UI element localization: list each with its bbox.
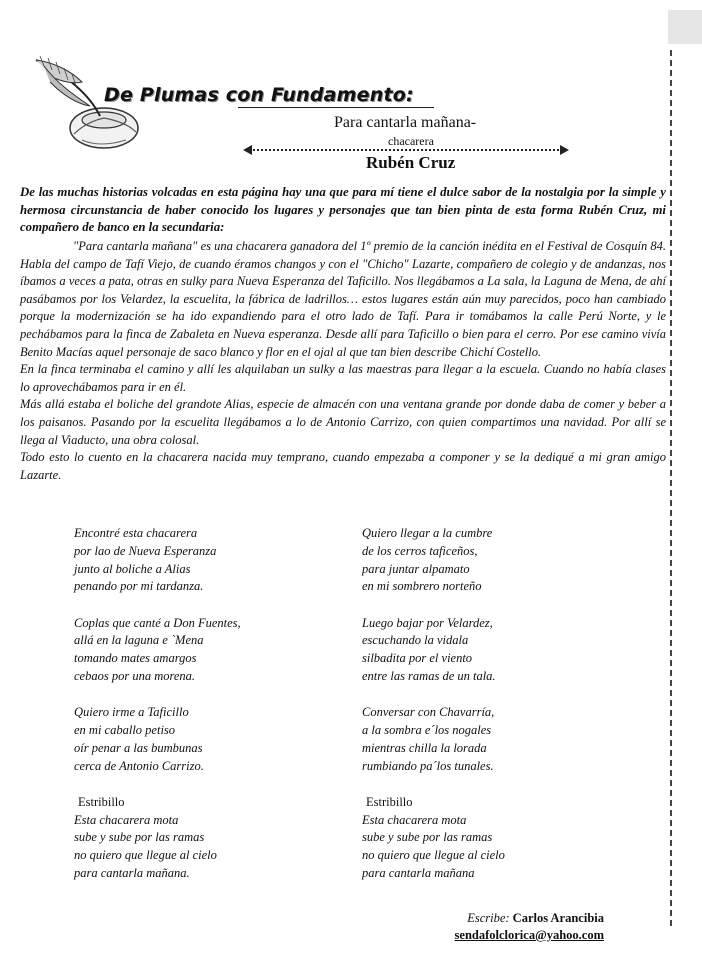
verse-line: sube y sube por las ramas	[362, 830, 493, 845]
verse-line: para cantarla mañana	[362, 865, 475, 880]
verse-line: oír penar a las bumbunas	[74, 740, 203, 755]
header-rule	[238, 107, 434, 108]
verse-line: Luego bajar por Velardez,	[362, 615, 493, 630]
stanza	[362, 704, 632, 775]
body-paragraph: Más allá estaba el boliche del grandote Alias, especie de almacén con una ventana grande por donde daba de comer y beber a los paisanos. Pasando por la escuelita llegábamos a lo de Antonio Carrizo, con quien compartimos una navidad. Por allí se llega al Viaducto, una obra colosal.	[20, 397, 666, 447]
verse-line: Coplas que canté a Don Fuentes,	[74, 615, 241, 630]
verse-line: cerca de Antonio Carrizo.	[74, 758, 204, 773]
verse-line: en mi sombrero norteño	[362, 579, 482, 594]
verse-line: Esta chacarera mota	[362, 812, 467, 827]
verse-line: junto al boliche a Alias	[74, 561, 191, 576]
corner-tab	[668, 10, 702, 44]
byline-name: Carlos Arancibia	[512, 911, 604, 925]
verse-line: silbadita por el viento	[362, 651, 473, 666]
verse-line: por lao de Nueva Esperanza	[74, 543, 217, 558]
verse-line: Quiero llegar a la cumbre	[362, 526, 493, 540]
verse-line: mientras chilla la lorada	[362, 740, 487, 755]
lyrics-column-right	[362, 525, 632, 901]
verse-line: penando por mi tardanza.	[74, 579, 204, 594]
verse-line: no quiero que llegue al cielo	[74, 848, 217, 863]
double-arrow-divider	[246, 149, 566, 151]
stanza	[74, 704, 344, 775]
verse-line: no quiero que llegue al cielo	[362, 848, 505, 863]
chorus-heading: Estribillo	[78, 794, 125, 809]
verse-line: en mi caballo petiso	[74, 722, 176, 737]
lyrics-column-left	[74, 525, 344, 901]
email-link[interactable]: sendafolclorica@yahoo.com	[454, 928, 604, 942]
verse-line: para juntar alpamato	[362, 561, 470, 576]
stanza	[74, 525, 344, 596]
article-body	[20, 238, 666, 484]
verse-line: entre las ramas de un tala.	[362, 668, 496, 683]
author-name: Rubén Cruz	[366, 153, 456, 172]
arrow-left-icon	[243, 145, 252, 155]
song-title: Para cantarla mañana-	[334, 114, 477, 131]
stanza	[362, 525, 632, 596]
chorus-stanza	[74, 794, 344, 883]
intro-paragraph: De las muchas historias volcadas en esta página hay una que para mí tiene el dulce sabor de la nostalgia por la simple y hermosa circunstancia de haber conocido los lugares y personajes que tan bien pinta de esta forma Rubén Cruz, mi compañero de banco en la secundaria:	[20, 185, 666, 235]
byline	[455, 910, 604, 944]
song-genre: chacarera	[388, 134, 434, 148]
section-title: De Plumas con Fundamento:	[104, 84, 414, 106]
arrow-right-icon	[560, 145, 569, 155]
byline-label: Escribe:	[467, 911, 510, 925]
verse-line: para cantarla mañana.	[74, 865, 190, 880]
verse-line: Conversar con Chavarría,	[362, 705, 495, 720]
verse-line: rumbiando pa´los tunales.	[362, 758, 494, 773]
body-paragraph: "Para cantarla mañana" es una chacarera ganadora del 1º premio de la canción inédita en el Festival de Cosquín 84. Habla del campo de Tafí Viejo, de cuando éramos changos y con el "Chicho" Lazarte, compañero de colegio y de andanzas, nos íbamos a veces a pata, otras en sulky para Nueva Esperanza del Taficillo. Nos llegábamos a La sala, la Laguna de Mena, de ahí pasábamos por los Velardez, la escuelita, la fábrica de ladrillos… estos lugares están aún muy parecidos, poco han cambiado porque la modernización se ha ido expandiendo para el otro lado de Tafí. Para ir tomábamos la calle Perú Norte, y le pechábamos para la finca de Zabaleta en Nueva esperanza. Desde allí para Taficillo o bien para el cerro. Por ese camino vivía Benito Macías aquel personaje de saco blanco y flor en el ojal al que tan bien describe Chichí Costello.	[20, 239, 666, 359]
cut-line-divider	[670, 50, 672, 926]
body-paragraph: Todo esto lo cuento en la chacarera nacida muy temprano, cuando empezaba a componer y se la dediqué a mi gran amigo Lazarte.	[20, 450, 666, 482]
chorus-heading: Estribillo	[366, 794, 413, 809]
stanza	[74, 615, 344, 686]
verse-line: de los cerros taficeños,	[362, 543, 478, 558]
stanza	[362, 615, 632, 686]
verse-line: sube y sube por las ramas	[74, 830, 205, 845]
verse-line: tomando mates amargos	[74, 651, 197, 666]
body-paragraph: En la finca terminaba el camino y allí les alquilaban un sulky a las maestras para llegar a la escuela. Cuando no había clases lo aprovechábamos para ir en él.	[20, 362, 666, 394]
byline-writer	[455, 910, 604, 927]
verse-line: cebaos por una morena.	[74, 668, 196, 683]
verse-line: Quiero irme a Taficillo	[74, 705, 189, 720]
verse-line: Encontré esta chacarera	[74, 526, 198, 540]
verse-line: a la sombra e´los nogales	[362, 722, 492, 737]
verse-line: escuchando la vidala	[362, 633, 469, 648]
verse-line: allá en la laguna e `Mena	[74, 633, 204, 648]
chorus-stanza	[362, 794, 632, 883]
verse-line: Esta chacarera mota	[74, 812, 179, 827]
